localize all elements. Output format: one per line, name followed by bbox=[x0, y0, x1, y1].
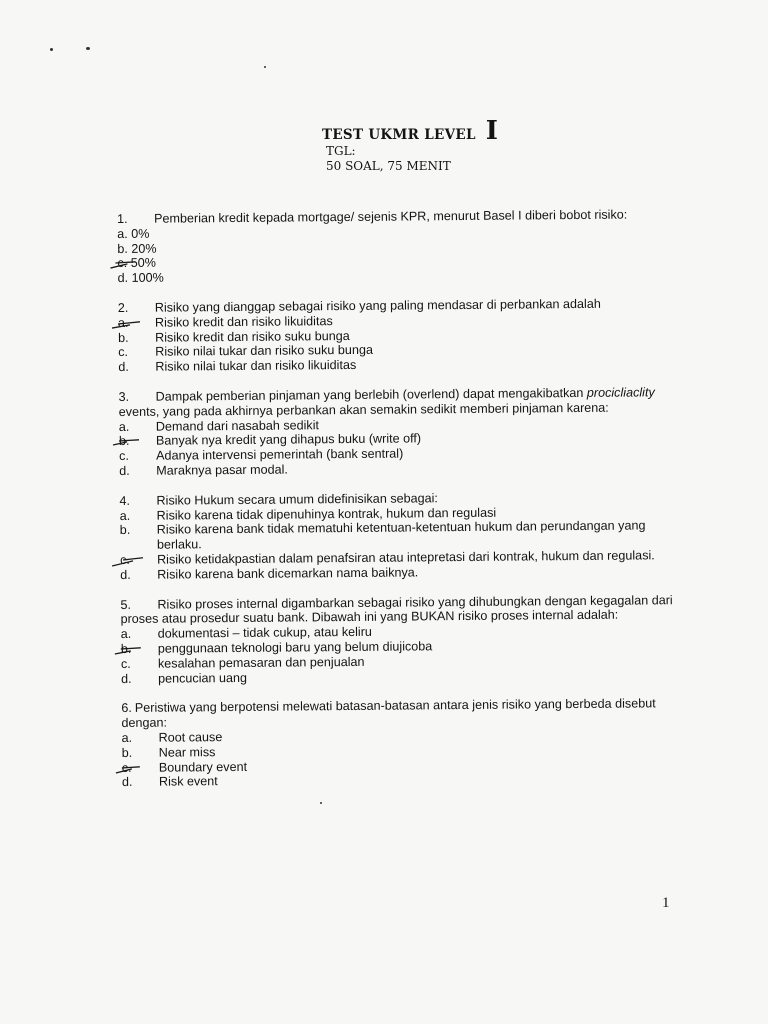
option-d: d. Maraknya pasar modal. bbox=[119, 462, 288, 478]
question-text: Pemberian kredit kepada mortgage/ sejenis KPR, menurut Basel I diberi bobot risiko: bbox=[153, 207, 628, 226]
exam-title: TEST UKMR LEVEL bbox=[322, 127, 476, 143]
question-number: 2. bbox=[117, 300, 129, 315]
option-c: c. 50% bbox=[117, 252, 677, 272]
option-a: a. Risiko kredit dan risiko likuiditas bbox=[118, 311, 678, 331]
option-a: a. Risiko karena tidak dipenuhinya kontrak, hukum dan regulasi bbox=[119, 505, 497, 523]
option-c: c. kesalahan pemasaran dan penjualan bbox=[120, 654, 365, 671]
question-text: Dampak pemberian pinjaman yang berlebih (overlend) dapat mengakibatkan bbox=[155, 385, 584, 404]
question-list bbox=[117, 207, 682, 805]
question-text-italic: procicliaclity bbox=[586, 385, 655, 400]
option-b: b. Near miss bbox=[121, 744, 216, 760]
page-number: 1 bbox=[662, 895, 670, 911]
option-b: b. Banyak nya kredit yang dihapus buku (write off) bbox=[119, 429, 679, 449]
question-text: Risiko proses internal digambarkan sebagai risiko yang dihubungkan dengan kegagalan dari proses atau prosedur suatu bank. Dibawah ini yang BUKAN risiko proses internal adalah: bbox=[120, 592, 673, 627]
question-number: 3. bbox=[118, 389, 130, 404]
exam-header bbox=[322, 118, 498, 174]
scan-speck bbox=[86, 47, 90, 50]
question-1 bbox=[117, 207, 678, 286]
option-c: c. Boundary event bbox=[122, 756, 682, 776]
option-b: b. Risiko karena bank tidak mematuhi ketentuan-ketentuan hukum dan perundangan yang berlaku. bbox=[119, 518, 646, 552]
option-d: d. pencucian uang bbox=[121, 670, 248, 686]
option-c: c. Risiko ketidakpastian dalam penafsiran atau intepretasi dari kontrak, hukum dan regulasi. bbox=[120, 548, 680, 568]
exam-info: 50 SOAL, 75 MENIT bbox=[326, 159, 451, 173]
question-number: 1. bbox=[117, 211, 128, 226]
option-d: d. Risiko karena bank dicemarkan nama baiknya. bbox=[120, 565, 419, 582]
option-d: d. 100% bbox=[117, 270, 164, 286]
question-4 bbox=[119, 489, 680, 583]
option-b: b. Risiko kredit dan risiko suku bunga bbox=[118, 328, 350, 345]
option-c: c. Adanya intervensi pemerintah (bank sentral) bbox=[119, 446, 404, 464]
question-text: Peristiwa yang berpotensi melewati batasan-batasan antara jenis risiko yang berbeda disebut dengan: bbox=[121, 696, 656, 731]
question-3 bbox=[119, 385, 680, 479]
scan-speck bbox=[264, 66, 266, 68]
option-c: c. Risiko nilai tukar dan risiko suku bunga bbox=[118, 343, 373, 360]
handwritten-level: I bbox=[485, 116, 498, 146]
question-2 bbox=[118, 296, 679, 375]
question-number: 4. bbox=[119, 493, 131, 508]
scan-speck bbox=[50, 48, 53, 51]
option-a: a. Demand dari nasabah sedikit bbox=[118, 417, 320, 434]
question-text: Risiko yang dianggap sebagai risiko yang paling mendasar di perbankan adalah bbox=[154, 296, 601, 315]
option-b: b. penggunaan teknologi baru yang belum diujicoba bbox=[121, 637, 681, 657]
question-6 bbox=[121, 696, 682, 790]
option-a: a. dokumentasi – tidak cukup, atau keliru bbox=[120, 624, 372, 642]
option-a: a. Root cause bbox=[121, 730, 223, 745]
option-d: d. Risiko nilai tukar dan risiko likuiditas bbox=[118, 358, 357, 375]
question-text-cont: events, yang pada akhirnya perbankan akan semakin sedikit memberi pinjaman karena: bbox=[118, 400, 609, 419]
question-5 bbox=[120, 593, 681, 687]
question-number: 5. bbox=[120, 597, 132, 612]
question-number: 6. bbox=[121, 701, 132, 716]
date-label: TGL: bbox=[326, 144, 356, 158]
option-a: a. 0% bbox=[117, 226, 150, 241]
option-b: b. 20% bbox=[117, 241, 157, 256]
question-text: Risiko Hukum secara umum didefinisikan sebagai: bbox=[156, 490, 438, 508]
option-d: d. Risk event bbox=[121, 774, 218, 790]
